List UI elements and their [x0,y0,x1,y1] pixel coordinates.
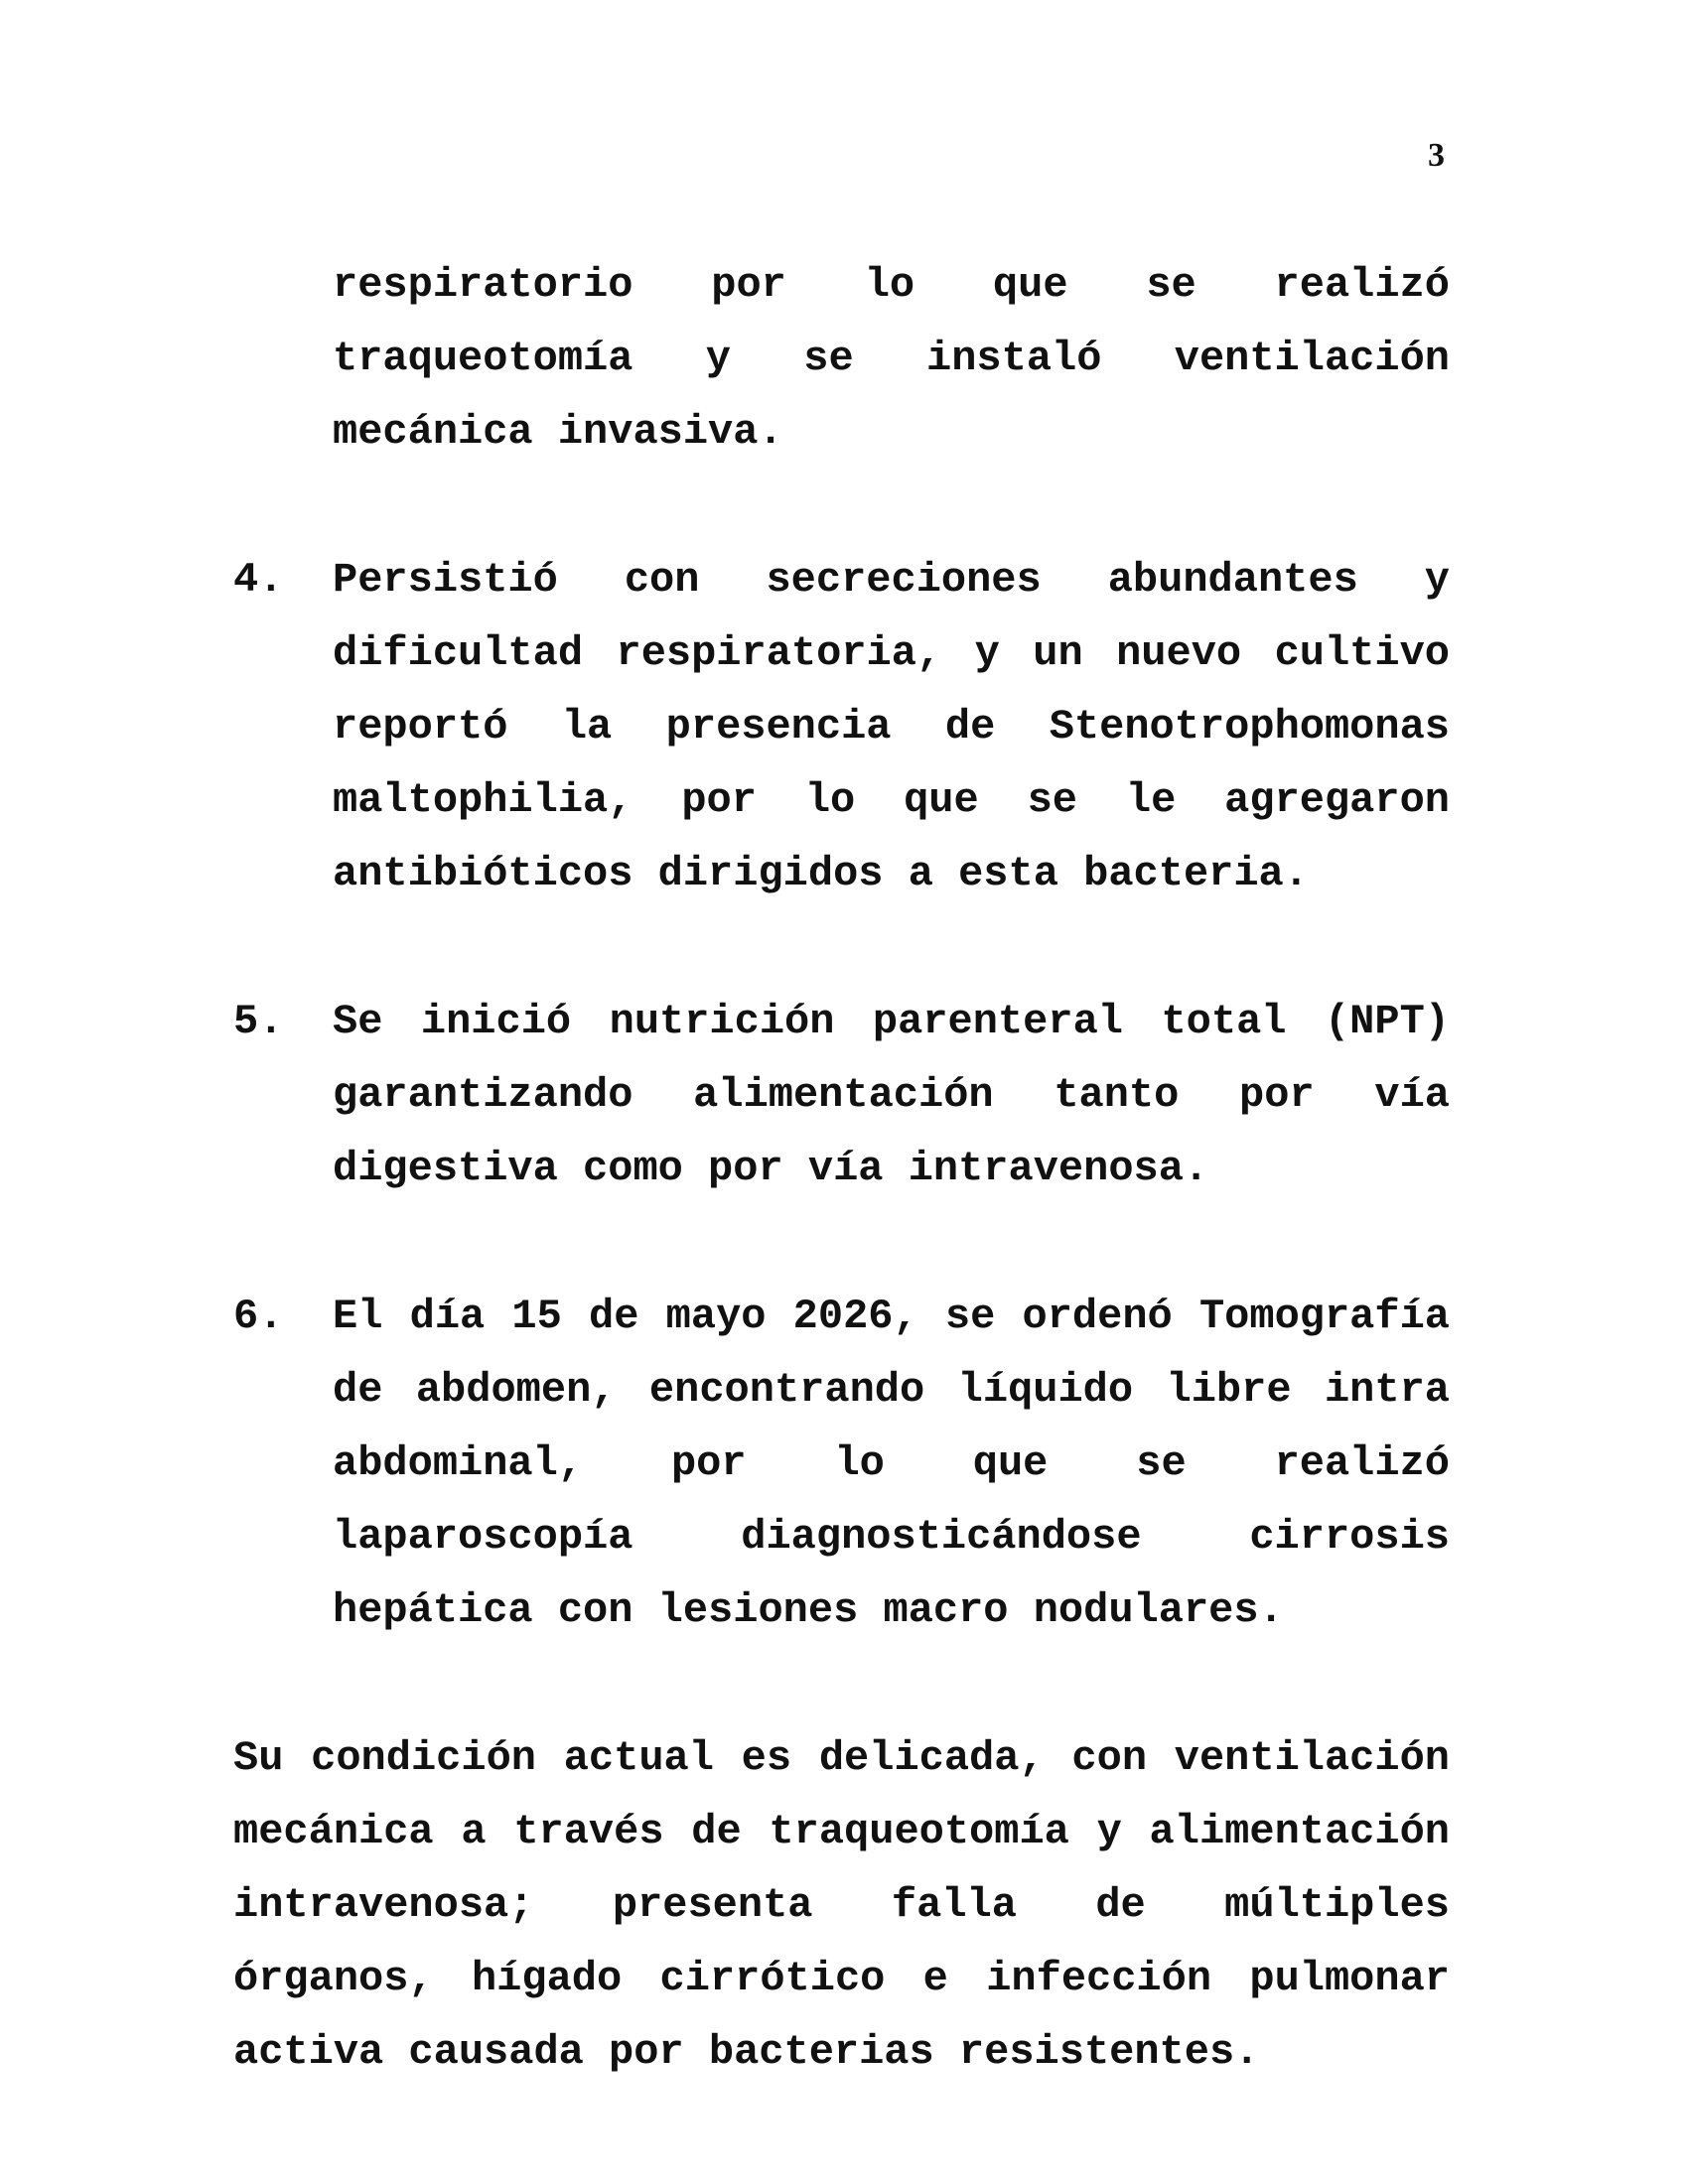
list-item-text: Se inició nutrición parenteral total (NPT) garantizando alimentación tanto por vía digestiva como por vía intravenosa. [333,998,1450,1192]
page-number: 3 [1428,137,1445,174]
list-number: 4. [233,556,284,604]
list-item-5 [233,985,1450,1205]
current-condition-paragraph: Su condición actual es delicada, con ventilación mecánica a través de traqueotomía y alimentación intravenosa; presenta falla de múltiples órganos, hígado cirrótico e infección pulmonar activa causada por bacterias resistentes. [233,1734,1450,2076]
list-item-4 [233,543,1450,910]
continued-paragraph: respiratorio por lo que se realizó traqueotomía y se instaló ventilación mecánica invasiva. [333,261,1450,456]
list-number: 6. [233,1293,284,1340]
document-body [233,248,1450,2089]
list-item-text: Persistió con secreciones abundantes y dificultad respiratoria, y un nuevo cultivo reportó la presencia de Stenotrophomonas maltophilia, por lo que se le agregaron antibióticos dirigidos a esta bacteria. [333,556,1450,897]
list-item-6 [233,1280,1450,1647]
list-item-text: El día 15 de mayo 2026, se ordenó Tomografía de abdomen, encontrando líquido libre intra abdominal, por lo que se realizó laparoscopía diagnosticándose cirrosis hepática con lesiones macro nodulares. [333,1293,1450,1634]
list-number: 5. [233,998,284,1045]
